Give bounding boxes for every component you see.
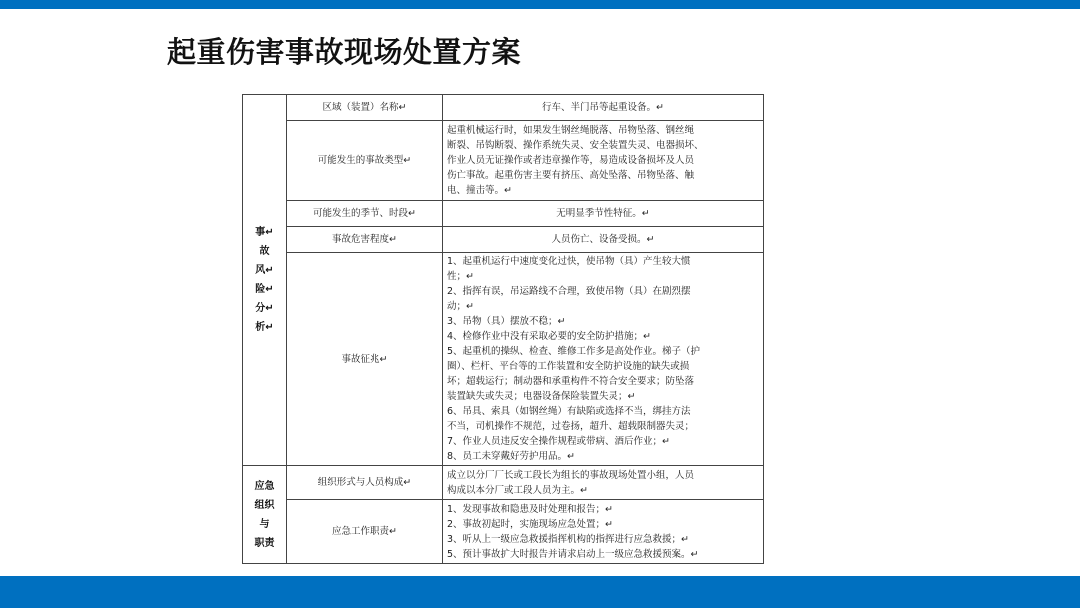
table-row [243, 253, 764, 466]
row-value-area-name: 行车、半门吊等起重设备。↵ [443, 95, 764, 121]
page-title: 起重伤害事故现场处置方案 [167, 35, 522, 69]
row-value-org-form: 成立以分厂厂长或工段长为组长的事故现场处置小组，人员 构成以本分厂或工段人员为主。↵ [443, 466, 764, 500]
table-row [243, 201, 764, 227]
row-label-hazard-level: 事故危害程度↵ [287, 227, 443, 253]
row-value-accident-signs: 1、起重机运行中速度变化过快，使吊物（具）产生较大惯 性；↵ 2、指挥有误，吊运路线不合理，致使吊物（具）在剧烈摆 动；↵ 3、吊物（具）摆放不稳；↵ 4、检修作业中没有采取必要的安全防护措施；↵ 5、起重机的操纵、检查、维修工作多是高处作业。梯子（护 圈）、栏杆、平台等的工作装置和安全防护设施的缺失或损 坏；超载运行；制动器和承重构件不符合安全要求；防坠落 装置缺失或失灵；电器设备保险装置失灵；↵ 6、吊具、索具（如钢丝绳）有缺陷或选择不当，绑挂方法 不当，司机操作不规范，过卷扬，超升、超载限制器失灵； 7、作业人员违反安全操作规程或带病、酒后作业；↵ 8、员工未穿戴好劳护用品。↵ [443, 253, 764, 466]
top-accent-bar [0, 0, 1080, 9]
table-row [243, 227, 764, 253]
row-value-accident-type: 起重机械运行时，如果发生钢丝绳脱落、吊物坠落、钢丝绳 断裂、吊钩断裂、操作系统失灵、安全装置失灵、电器损坏、 作业人员无证操作或者违章操作等，易造成设备损坏及人员 伤亡事故。起重伤害主要有挤压、高处坠落、吊物坠落、触 电、撞击等。↵ [443, 121, 764, 201]
table-row [243, 500, 764, 564]
section-emergency-org-title: 应急 组织 与 职责 [243, 466, 287, 564]
table-row [243, 466, 764, 500]
row-value-season: 无明显季节性特征。↵ [443, 201, 764, 227]
section-risk-analysis-title: 事↵ 故 风↵ 险↵ 分↵ 析↵ [243, 95, 287, 466]
row-label-accident-type: 可能发生的事故类型↵ [287, 121, 443, 201]
row-label-season: 可能发生的季节、时段↵ [287, 201, 443, 227]
bottom-accent-bar [0, 576, 1080, 608]
row-label-emergency-duties: 应急工作职责↵ [287, 500, 443, 564]
table-row [243, 95, 764, 121]
row-label-accident-signs: 事故征兆↵ [287, 253, 443, 466]
row-label-area-name: 区域（装置）名称↵ [287, 95, 443, 121]
table-row [243, 121, 764, 201]
row-value-hazard-level: 人员伤亡、设备受损。↵ [443, 227, 764, 253]
disposal-plan-table [242, 94, 764, 564]
row-value-emergency-duties: 1、发现事故和隐患及时处理和报告；↵ 2、事故初起时，实施现场应急处置；↵ 3、听从上一级应急救援指挥机构的指挥进行应急救援；↵ 5、预计事故扩大时报告并请求启动上一级应急救援预案。↵ [443, 500, 764, 564]
row-label-org-form: 组织形式与人员构成↵ [287, 466, 443, 500]
